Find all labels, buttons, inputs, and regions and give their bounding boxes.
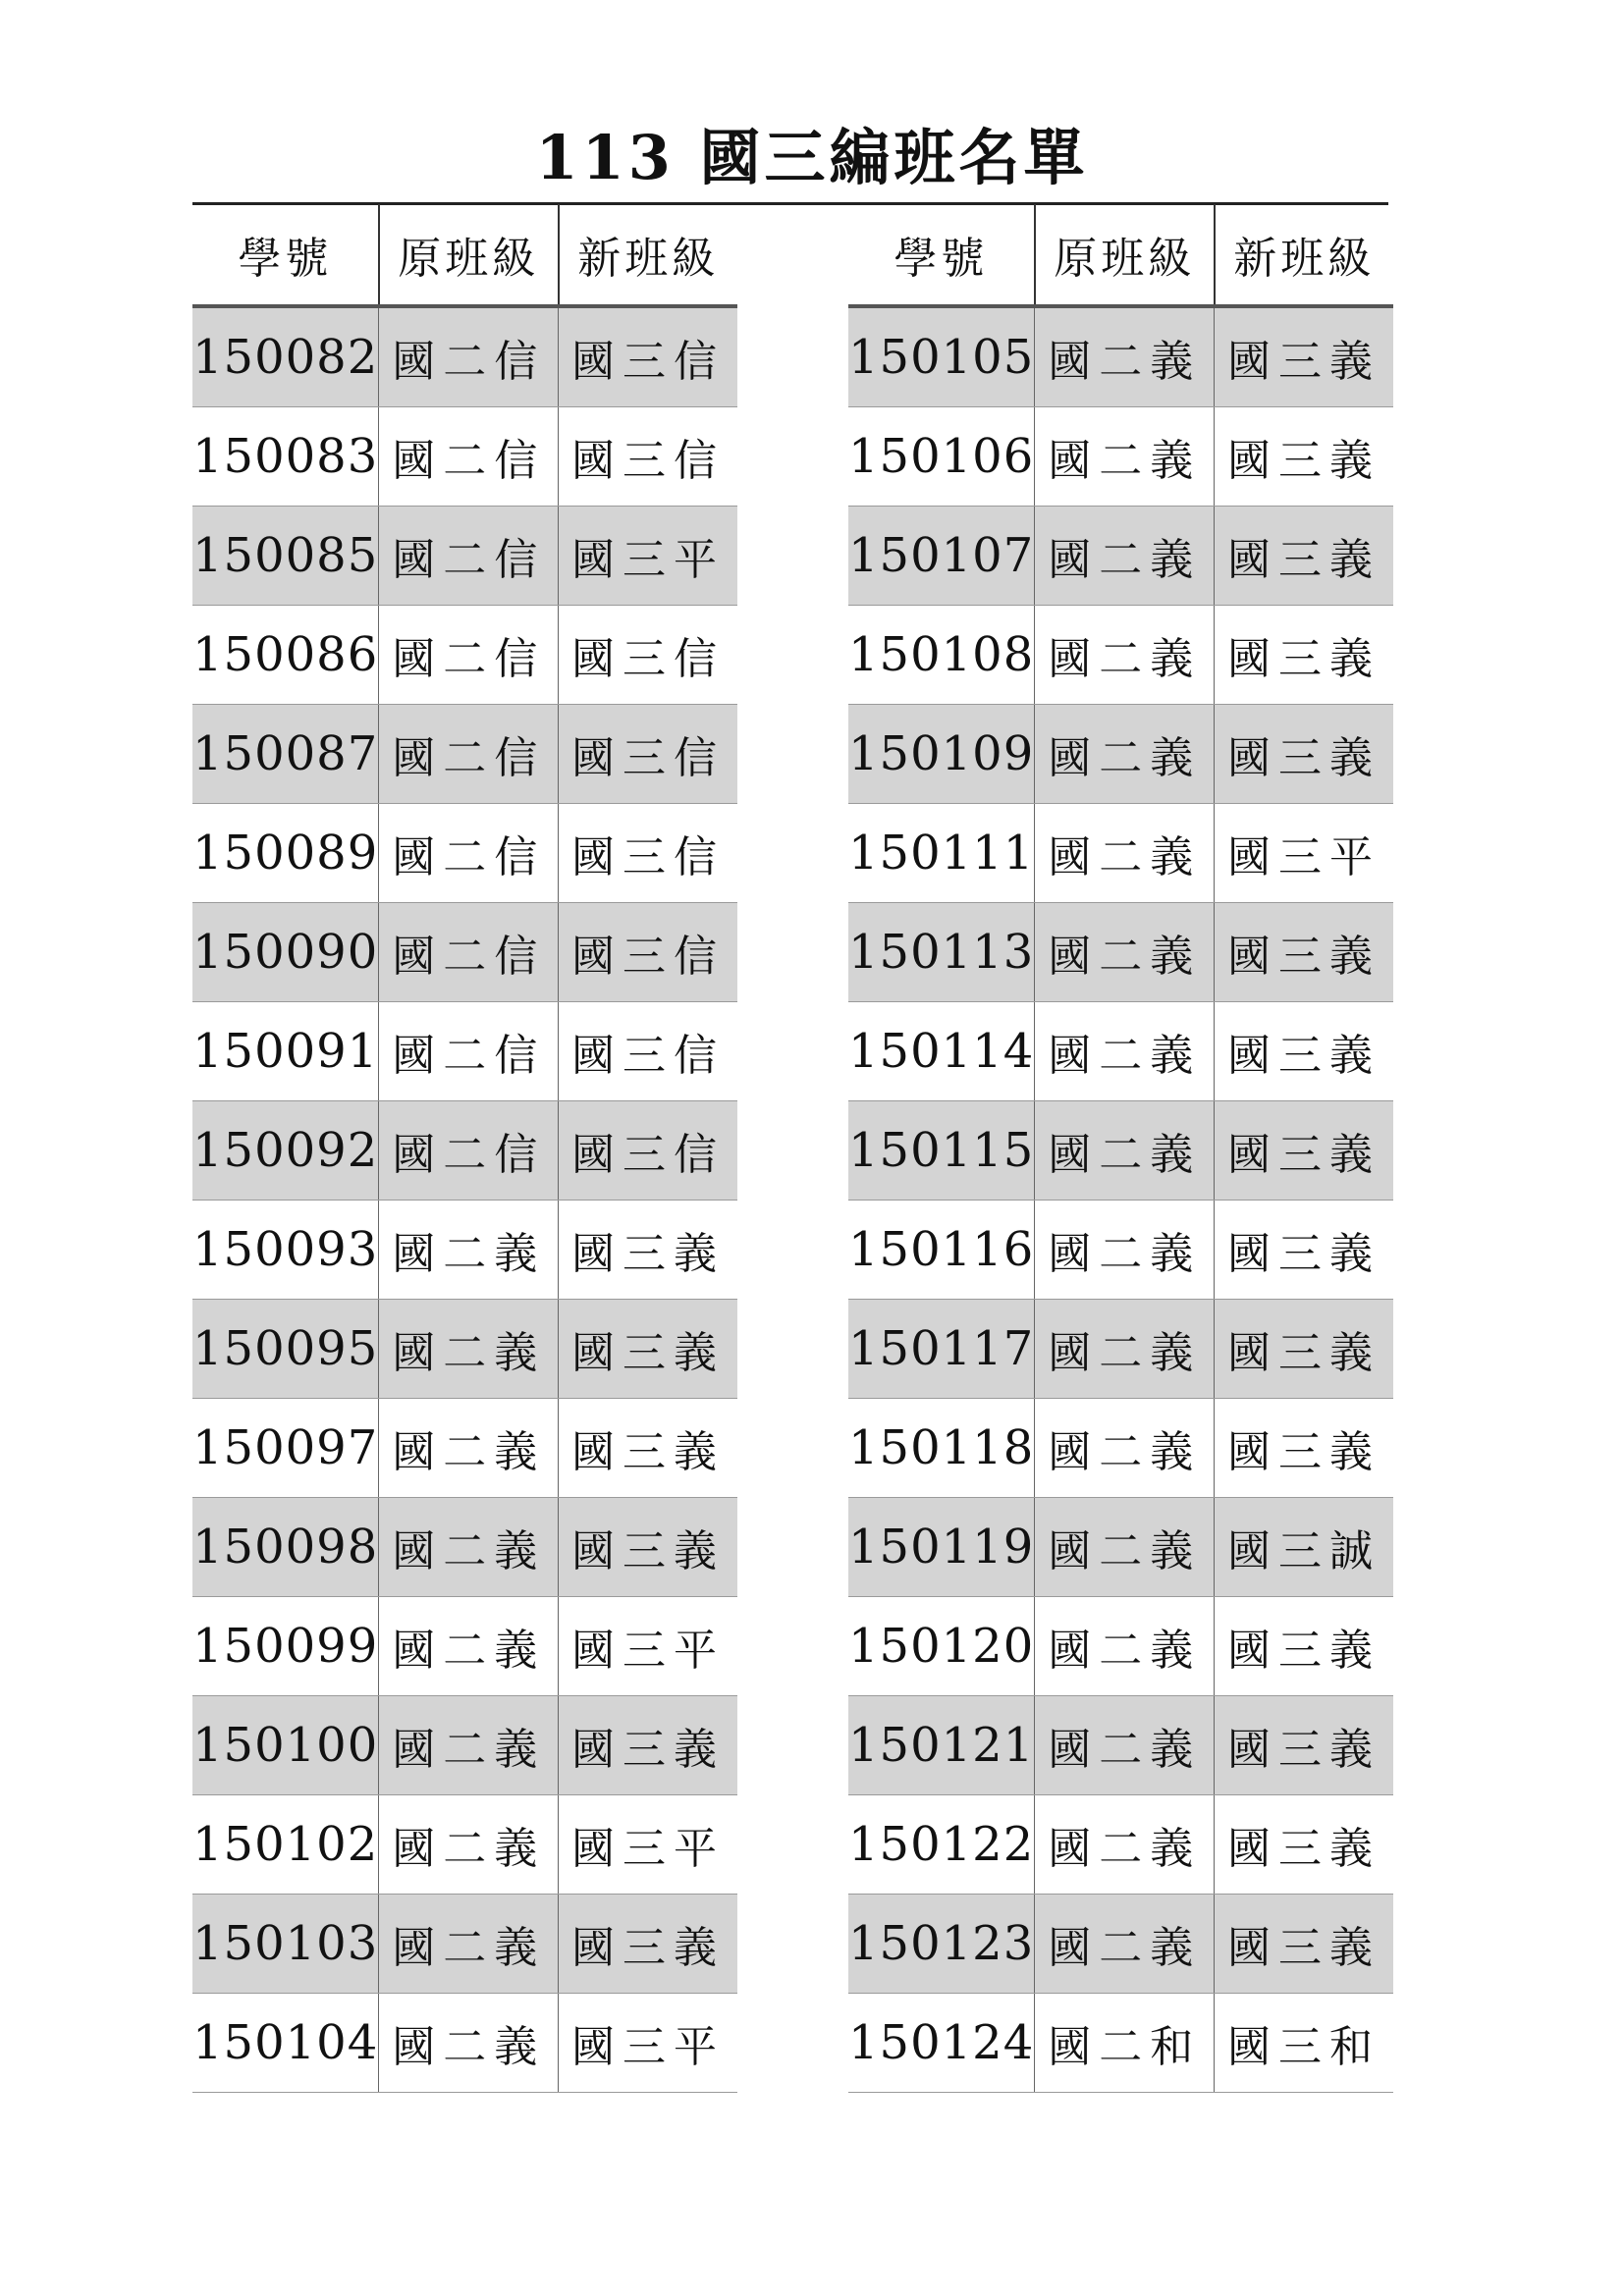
student-id-cell: 150119 (848, 1498, 1035, 1597)
original-class-cell: 國二義 (379, 1994, 559, 2093)
original-class-cell: 國二義 (1035, 1498, 1215, 1597)
student-id-cell: 150120 (848, 1597, 1035, 1696)
student-id-cell: 150105 (848, 306, 1035, 407)
new-class-cell: 國三平 (559, 1994, 737, 2093)
original-class-cell: 國二義 (1035, 1399, 1215, 1498)
new-class-cell: 國三義 (1215, 507, 1393, 606)
table-row (192, 306, 737, 407)
table-row (848, 1101, 1393, 1201)
student-id-cell: 150116 (848, 1201, 1035, 1300)
table-row (192, 1795, 737, 1895)
new-class-cell: 國三信 (559, 903, 737, 1002)
new-class-cell: 國三義 (559, 1696, 737, 1795)
new-class-cell: 國三義 (1215, 1201, 1393, 1300)
table-row (192, 1696, 737, 1795)
original-class-cell: 國二義 (1035, 606, 1215, 705)
new-class-cell: 國三義 (559, 1498, 737, 1597)
table-row (192, 606, 737, 705)
table-row (848, 1300, 1393, 1399)
new-class-cell: 國三信 (559, 705, 737, 804)
student-id-cell: 150118 (848, 1399, 1035, 1498)
new-class-cell: 國三義 (1215, 606, 1393, 705)
new-class-cell: 國三義 (559, 1201, 737, 1300)
header-student-id: 學號 (192, 204, 379, 306)
original-class-cell: 國二義 (379, 1795, 559, 1895)
table-row (848, 1597, 1393, 1696)
student-id-cell: 150086 (192, 606, 379, 705)
table-row (848, 407, 1393, 507)
header-new-class: 新班級 (559, 204, 737, 306)
new-class-cell: 國三義 (1215, 705, 1393, 804)
original-class-cell: 國二義 (1035, 1300, 1215, 1399)
header-original-class: 原班級 (1035, 204, 1215, 306)
table-row (848, 1201, 1393, 1300)
new-class-cell: 國三信 (559, 804, 737, 903)
table-row (848, 903, 1393, 1002)
original-class-cell: 國二信 (379, 903, 559, 1002)
original-class-cell: 國二義 (1035, 1201, 1215, 1300)
header-row (192, 204, 737, 306)
original-class-cell: 國二義 (379, 1300, 559, 1399)
student-id-cell: 150104 (192, 1994, 379, 2093)
table-row (192, 1300, 737, 1399)
original-class-cell: 國二信 (379, 1101, 559, 1201)
student-id-cell: 150114 (848, 1002, 1035, 1101)
student-id-cell: 150093 (192, 1201, 379, 1300)
roster-table-right (848, 204, 1393, 2093)
original-class-cell: 國二義 (1035, 1696, 1215, 1795)
table-row (192, 1994, 737, 2093)
table-row (848, 1002, 1393, 1101)
student-id-cell: 150109 (848, 705, 1035, 804)
student-id-cell: 150089 (192, 804, 379, 903)
new-class-cell: 國三義 (1215, 1101, 1393, 1201)
table-row (848, 1399, 1393, 1498)
student-id-cell: 150082 (192, 306, 379, 407)
new-class-cell: 國三信 (559, 1101, 737, 1201)
student-id-cell: 150087 (192, 705, 379, 804)
original-class-cell: 國二信 (379, 306, 559, 407)
table-row (848, 1696, 1393, 1795)
student-id-cell: 150083 (192, 407, 379, 507)
original-class-cell: 國二義 (1035, 804, 1215, 903)
student-id-cell: 150108 (848, 606, 1035, 705)
roster-table-left (192, 204, 737, 2093)
student-id-cell: 150100 (192, 1696, 379, 1795)
page-title: 113 國三編班名單 (535, 122, 1089, 193)
original-class-cell: 國二義 (379, 1895, 559, 1994)
original-class-cell: 國二義 (1035, 1101, 1215, 1201)
table-row (192, 1399, 737, 1498)
table-row (192, 507, 737, 606)
student-id-cell: 150098 (192, 1498, 379, 1597)
original-class-cell: 國二義 (1035, 1002, 1215, 1101)
student-id-cell: 150092 (192, 1101, 379, 1201)
original-class-cell: 國二信 (379, 407, 559, 507)
new-class-cell: 國三義 (1215, 1597, 1393, 1696)
student-id-cell: 150103 (192, 1895, 379, 1994)
student-id-cell: 150115 (848, 1101, 1035, 1201)
table-row (192, 903, 737, 1002)
original-class-cell: 國二義 (1035, 1795, 1215, 1895)
new-class-cell: 國三義 (559, 1300, 737, 1399)
new-class-cell: 國三義 (1215, 1399, 1393, 1498)
original-class-cell: 國二信 (379, 507, 559, 606)
original-class-cell: 國二義 (379, 1597, 559, 1696)
original-class-cell: 國二義 (1035, 507, 1215, 606)
new-class-cell: 國三平 (1215, 804, 1393, 903)
original-class-cell: 國二信 (379, 705, 559, 804)
original-class-cell: 國二信 (379, 1002, 559, 1101)
table-row (848, 1994, 1393, 2093)
new-class-cell: 國三義 (1215, 1300, 1393, 1399)
original-class-cell: 國二義 (1035, 1895, 1215, 1994)
original-class-cell: 國二義 (1035, 407, 1215, 507)
table-row (848, 306, 1393, 407)
student-id-cell: 150095 (192, 1300, 379, 1399)
new-class-cell: 國三義 (1215, 306, 1393, 407)
student-id-cell: 150117 (848, 1300, 1035, 1399)
original-class-cell: 國二和 (1035, 1994, 1215, 2093)
student-id-cell: 150090 (192, 903, 379, 1002)
original-class-cell: 國二信 (379, 804, 559, 903)
new-class-cell: 國三信 (559, 606, 737, 705)
student-id-cell: 150113 (848, 903, 1035, 1002)
original-class-cell: 國二義 (379, 1201, 559, 1300)
student-id-cell: 150123 (848, 1895, 1035, 1994)
table-row (192, 1002, 737, 1101)
student-id-cell: 150091 (192, 1002, 379, 1101)
new-class-cell: 國三誠 (1215, 1498, 1393, 1597)
table-row (848, 1795, 1393, 1895)
table-row (848, 1498, 1393, 1597)
header-original-class: 原班級 (379, 204, 559, 306)
table-row (192, 1597, 737, 1696)
table-row (192, 1101, 737, 1201)
table-row (192, 705, 737, 804)
student-id-cell: 150124 (848, 1994, 1035, 2093)
new-class-cell: 國三義 (1215, 1002, 1393, 1101)
header-row (848, 204, 1393, 306)
student-id-cell: 150121 (848, 1696, 1035, 1795)
new-class-cell: 國三義 (1215, 1696, 1393, 1795)
table-row (848, 507, 1393, 606)
table-row (192, 1201, 737, 1300)
original-class-cell: 國二信 (379, 606, 559, 705)
table-row (192, 804, 737, 903)
student-id-cell: 150106 (848, 407, 1035, 507)
new-class-cell: 國三信 (559, 306, 737, 407)
new-class-cell: 國三義 (1215, 1795, 1393, 1895)
original-class-cell: 國二義 (1035, 705, 1215, 804)
original-class-cell: 國二義 (379, 1399, 559, 1498)
student-id-cell: 150122 (848, 1795, 1035, 1895)
table-row (848, 705, 1393, 804)
table-row (192, 1498, 737, 1597)
table-row (192, 1895, 737, 1994)
student-id-cell: 150107 (848, 507, 1035, 606)
new-class-cell: 國三信 (559, 407, 737, 507)
student-id-cell: 150111 (848, 804, 1035, 903)
header-student-id: 學號 (848, 204, 1035, 306)
table-row (848, 606, 1393, 705)
original-class-cell: 國二義 (1035, 306, 1215, 407)
new-class-cell: 國三平 (559, 507, 737, 606)
header-new-class: 新班級 (1215, 204, 1393, 306)
original-class-cell: 國二義 (1035, 1597, 1215, 1696)
student-id-cell: 150085 (192, 507, 379, 606)
new-class-cell: 國三平 (559, 1795, 737, 1895)
student-id-cell: 150097 (192, 1399, 379, 1498)
new-class-cell: 國三義 (1215, 407, 1393, 507)
original-class-cell: 國二義 (379, 1696, 559, 1795)
new-class-cell: 國三義 (1215, 1895, 1393, 1994)
new-class-cell: 國三義 (559, 1399, 737, 1498)
table-row (848, 1895, 1393, 1994)
new-class-cell: 國三義 (559, 1895, 737, 1994)
student-id-cell: 150099 (192, 1597, 379, 1696)
new-class-cell: 國三和 (1215, 1994, 1393, 2093)
student-id-cell: 150102 (192, 1795, 379, 1895)
table-row (192, 407, 737, 507)
new-class-cell: 國三平 (559, 1597, 737, 1696)
original-class-cell: 國二義 (1035, 903, 1215, 1002)
table-row (848, 804, 1393, 903)
original-class-cell: 國二義 (379, 1498, 559, 1597)
new-class-cell: 國三信 (559, 1002, 737, 1101)
new-class-cell: 國三義 (1215, 903, 1393, 1002)
